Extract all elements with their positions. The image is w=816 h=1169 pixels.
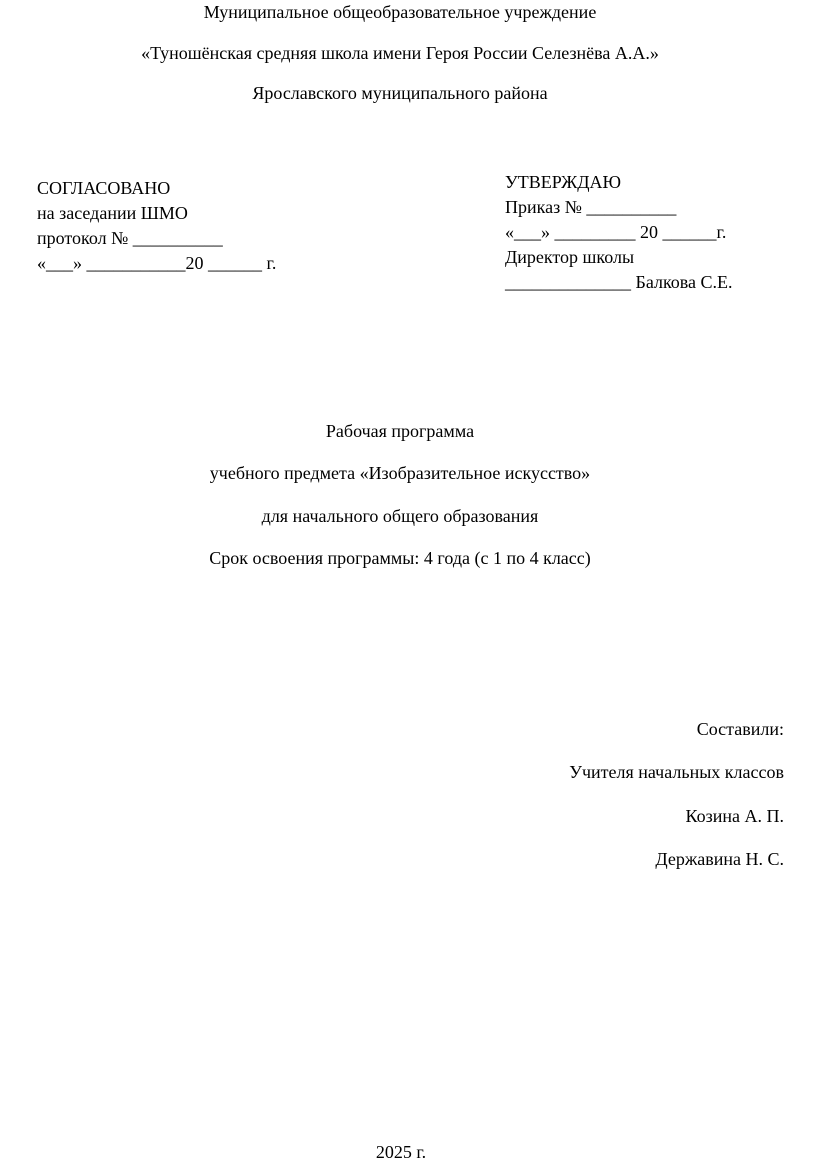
approval-left-block <box>37 176 276 276</box>
school-district-line: Ярославского муниципального района <box>252 83 548 103</box>
approval-left-meeting: на заседании ШМО <box>37 203 188 223</box>
school-name-line: «Туношёнская средняя школа имени Героя России Селезнёва А.А.» <box>141 43 659 63</box>
school-type-line: Муниципальное общеобразовательное учреждение <box>203 2 597 22</box>
program-title: Рабочая программа <box>325 421 475 441</box>
author-kozina: Козина А. П. <box>685 806 784 826</box>
approval-left-title: СОГЛАСОВАНО <box>37 178 171 198</box>
approval-right-director: Директор школы <box>505 247 635 267</box>
author-derzhavina: Державина Н. С. <box>655 849 784 869</box>
approval-right-title: УТВЕРЖДАЮ <box>505 172 622 192</box>
approval-right-block <box>505 170 733 295</box>
approval-left-date: «___» ___________20 ______ г. <box>37 253 277 273</box>
program-subject: учебного предмета «Изобразительное искусство» <box>209 463 591 483</box>
approval-right-date: «___» _________ 20 ______г. <box>505 222 727 242</box>
approval-right-order: Приказ № __________ <box>505 197 677 217</box>
program-level: для начального общего образования <box>261 506 539 526</box>
program-duration: Срок освоения программы: 4 года (с 1 по 4 класс) <box>209 548 591 568</box>
approval-left-protocol: протокол № __________ <box>37 228 223 248</box>
document-year: 2025 г. <box>375 1142 427 1162</box>
authors-label: Составили: <box>696 719 784 739</box>
authors-role: Учителя начальных классов <box>569 762 784 782</box>
approval-right-signature: ______________ Балкова С.Е. <box>505 272 733 292</box>
